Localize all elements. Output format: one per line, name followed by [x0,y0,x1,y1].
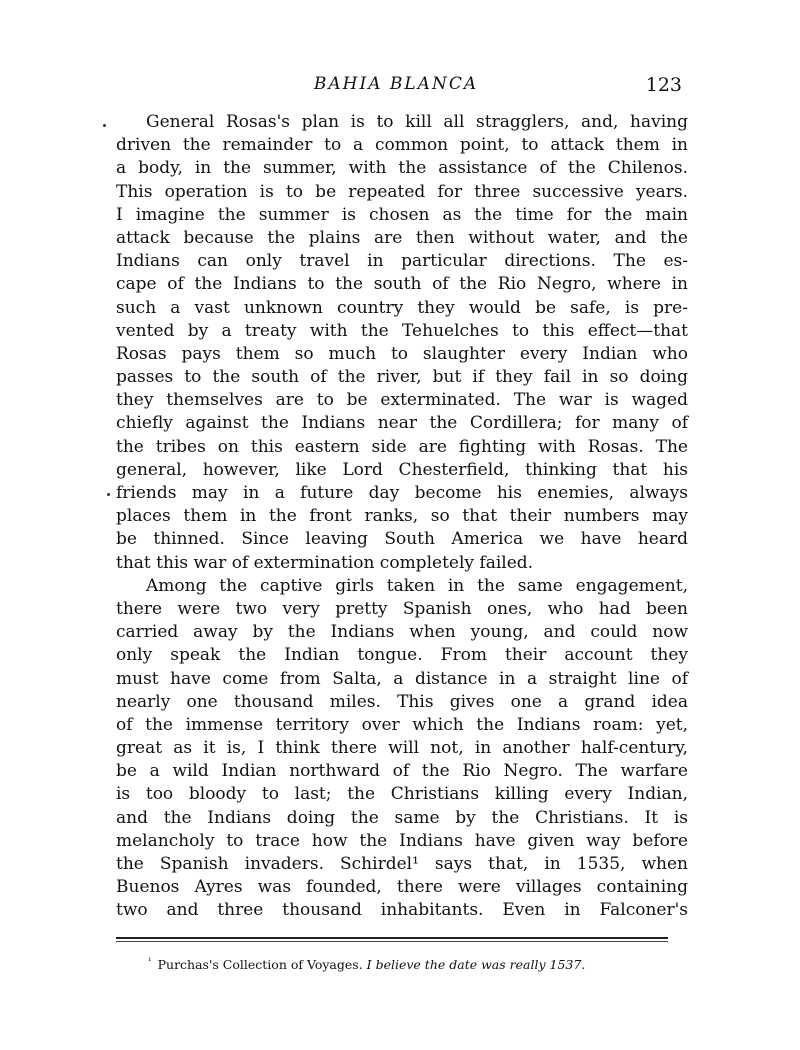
text-line: I imagine the summer is chosen as the time for the main [116,204,688,225]
text-line: driven the remainder to a common point, to attack them in [116,135,688,156]
text-line: chiefly against the Indians near the Cordillera; for many of [116,413,688,434]
footnote-text: Purchas's Collection of Voyages. [157,957,363,973]
text-line: places them in the front ranks, so that their numbers may [116,506,688,527]
running-head: BAHIA BLANCA [313,74,479,94]
text-line: great as it is, I think there will not, in another half-century, [116,738,688,759]
text-line: is too bloody to last; the Christians killing every Indian, [116,784,688,805]
text-line: that this war of extermination completely failed. [116,552,534,573]
footnote [148,957,668,972]
text-line: a body, in the summer, with the assistance of the Chilenos. [116,158,688,179]
text-line: carried away by the Indians when young, and could now [116,622,688,643]
text-line: Indians can only travel in particular directions. The es- [116,251,688,272]
footnote-rule [116,937,668,939]
footnote-rule-thin [116,941,668,942]
text-line: attack because the plains are then without water, and the [116,227,688,248]
page-header [110,74,682,98]
text-line: This operation is to be repeated for three successive years. [116,181,688,202]
text-line: of the immense territory over which the Indians roam: yet, [116,714,688,735]
text-line: only speak the Indian tongue. From their account they [116,645,688,666]
text-line: and the Indians doing the same by the Christians. It is [116,807,688,828]
text-line: vented by a treaty with the Tehuelches to this effect—that [116,320,688,341]
text-line: General Rosas's plan is to kill all stragglers, and, having [146,112,688,132]
print-speck [107,493,110,496]
text-line: the Spanish invaders. Schirdel¹ says that, in 1535, when [116,854,688,874]
text-line: the tribes on this eastern side are fighting with Rosas. The [116,436,688,457]
text-line: cape of the Indians to the south of the Rio Negro, where in [116,274,688,295]
text-line: Among the captive girls taken in the same engagement, [146,575,688,596]
print-speck [103,124,106,127]
text-line: melancholy to trace how the Indians have given way before [116,830,688,851]
text-line: they themselves are to be exterminated. The war is waged [116,390,688,411]
page-number: 123 [645,74,682,96]
text-line: general, however, like Lord Chesterfield, thinking that his [116,459,688,480]
text-line: Buenos Ayres was founded, there were villages containing [116,877,688,898]
footnote-marker: ¹ [148,957,152,967]
text-line: must have come from Salta, a distance in a straight line of [116,668,688,689]
text-line: friends may in a future day become his enemies, always [116,483,688,503]
text-line: such a vast unknown country they would be safe, is pre- [116,297,688,318]
text-line: two and three thousand inhabitants. Even in Falconer's [116,900,688,921]
text-line: be thinned. Since leaving South America we have heard [116,529,688,550]
text-line: there were two very pretty Spanish ones, who had been [116,598,688,619]
footnote-italic-text: I believe the date was really 1537. [366,957,586,973]
text-line: passes to the south of the river, but if they fail in so doing [116,367,688,388]
body-text [116,111,688,923]
text-line: nearly one thousand miles. This gives one a grand idea [116,691,688,712]
text-line: be a wild Indian northward of the Rio Negro. The warfare [116,761,688,782]
text-line: Rosas pays them so much to slaughter every Indian who [116,343,688,364]
